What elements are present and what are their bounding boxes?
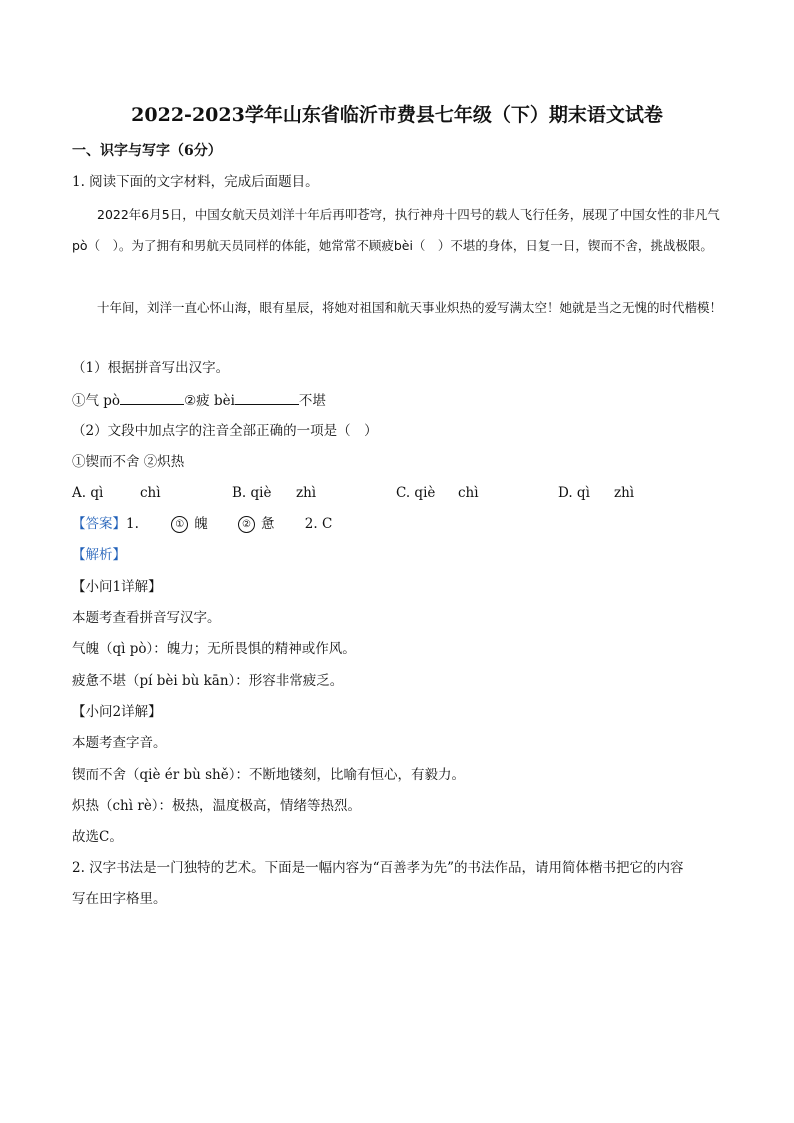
question-1-sub-2-words: ①锲而不舍 ②炽热: [72, 454, 185, 470]
analysis-sub-1-line: 本题考查看拼音写汉字。: [72, 610, 221, 626]
answer-number: 1.: [126, 516, 139, 532]
analysis-sub-2-line: 锲而不舍（qiè ér bù shě）：不断地镂刻，比喻有恒心，有毅力。: [72, 767, 465, 783]
option-d-label[interactable]: D. qì: [558, 485, 590, 501]
answer-1-text: 魄: [194, 516, 208, 532]
answer-1-marker: ①: [171, 516, 188, 533]
question-1-stem: 1. 阅读下面的文字材料，完成后面题目。: [72, 174, 319, 190]
answer-label: 【答案】: [72, 516, 126, 532]
blank-1-prompt: ①气 pò: [72, 393, 121, 409]
blank-2-prompt: ②疲 bèi: [184, 393, 235, 409]
answer-2-text: 惫: [260, 516, 275, 532]
analysis-sub-1-line: 疲惫不堪（pí bèi bù kān）：形容非常疲乏。: [72, 673, 344, 689]
blank-1[interactable]: [120, 390, 184, 405]
option-c-pinyin: chì: [458, 485, 479, 501]
blank-2-suffix: 不堪: [298, 393, 326, 409]
question-1-sub-2: （2）文段中加点字的注音全部正确的一项是（ ）: [72, 423, 378, 439]
analysis-label: 【解析】: [72, 547, 126, 563]
section-heading-1: 一、识字与写字（6分）: [72, 143, 222, 159]
question-1-passage-paragraph-2: 十年间，刘洋一直心怀山海，眼有星辰，将她对祖国和航天事业炽热的爱写满太空！她就是当之无愧的时代楷模！: [97, 300, 723, 315]
analysis-sub-2-line: 炽热（chì rè）：极热，温度极高，情绪等热烈。: [72, 798, 362, 814]
question-1-sub-1: （1）根据拼音写出汉字。: [72, 360, 230, 376]
analysis-sub-1-heading: 【小问1详解】: [72, 579, 162, 595]
option-a-label[interactable]: A. qì: [72, 485, 104, 501]
option-c-label[interactable]: C. qiè: [396, 485, 436, 501]
analysis-sub-2-heading: 【小问2详解】: [72, 704, 162, 720]
question-1-sub-1-blanks: [72, 390, 326, 411]
option-d-pinyin: zhì: [614, 485, 635, 501]
answer-2-marker: ②: [238, 516, 255, 533]
page-title: 2022-2023学年山东省临沂市费县七年级（下）期末语文试卷: [131, 104, 663, 126]
analysis-sub-2-line: 故选C。: [72, 829, 123, 845]
answer-row: [72, 514, 332, 534]
option-b-pinyin: zhì: [296, 485, 317, 501]
blank-2[interactable]: [235, 390, 299, 405]
question-2-line-2: 写在田字格里。: [72, 891, 167, 907]
option-a-pinyin: chì: [140, 485, 161, 501]
option-b-label[interactable]: B. qiè: [232, 485, 272, 501]
analysis-sub-2-line: 本题考查字音。: [72, 735, 167, 751]
question-1-passage-paragraph-1: 2022年6月5日，中国女航天员刘洋十年后再叩苍穹，执行神舟十四号的载人飞行任务，展现了中国女性的非凡气pò（ ）。为了拥有和男航天员同样的体能，她常常不顾疲bèi（ ）不堪的身体，日复一日，锲而不舍，挑战极限。: [72, 207, 720, 253]
answer-2-choice: 2. C: [304, 516, 333, 532]
analysis-sub-1-line: 气魄（qì pò）：魄力；无所畏惧的精神或作风。: [72, 641, 356, 657]
question-2-line-1: 2. 汉字书法是一门独特的艺术。下面是一幅内容为“百善孝为先”的书法作品，请用简体楷书把它的内容: [72, 860, 684, 876]
